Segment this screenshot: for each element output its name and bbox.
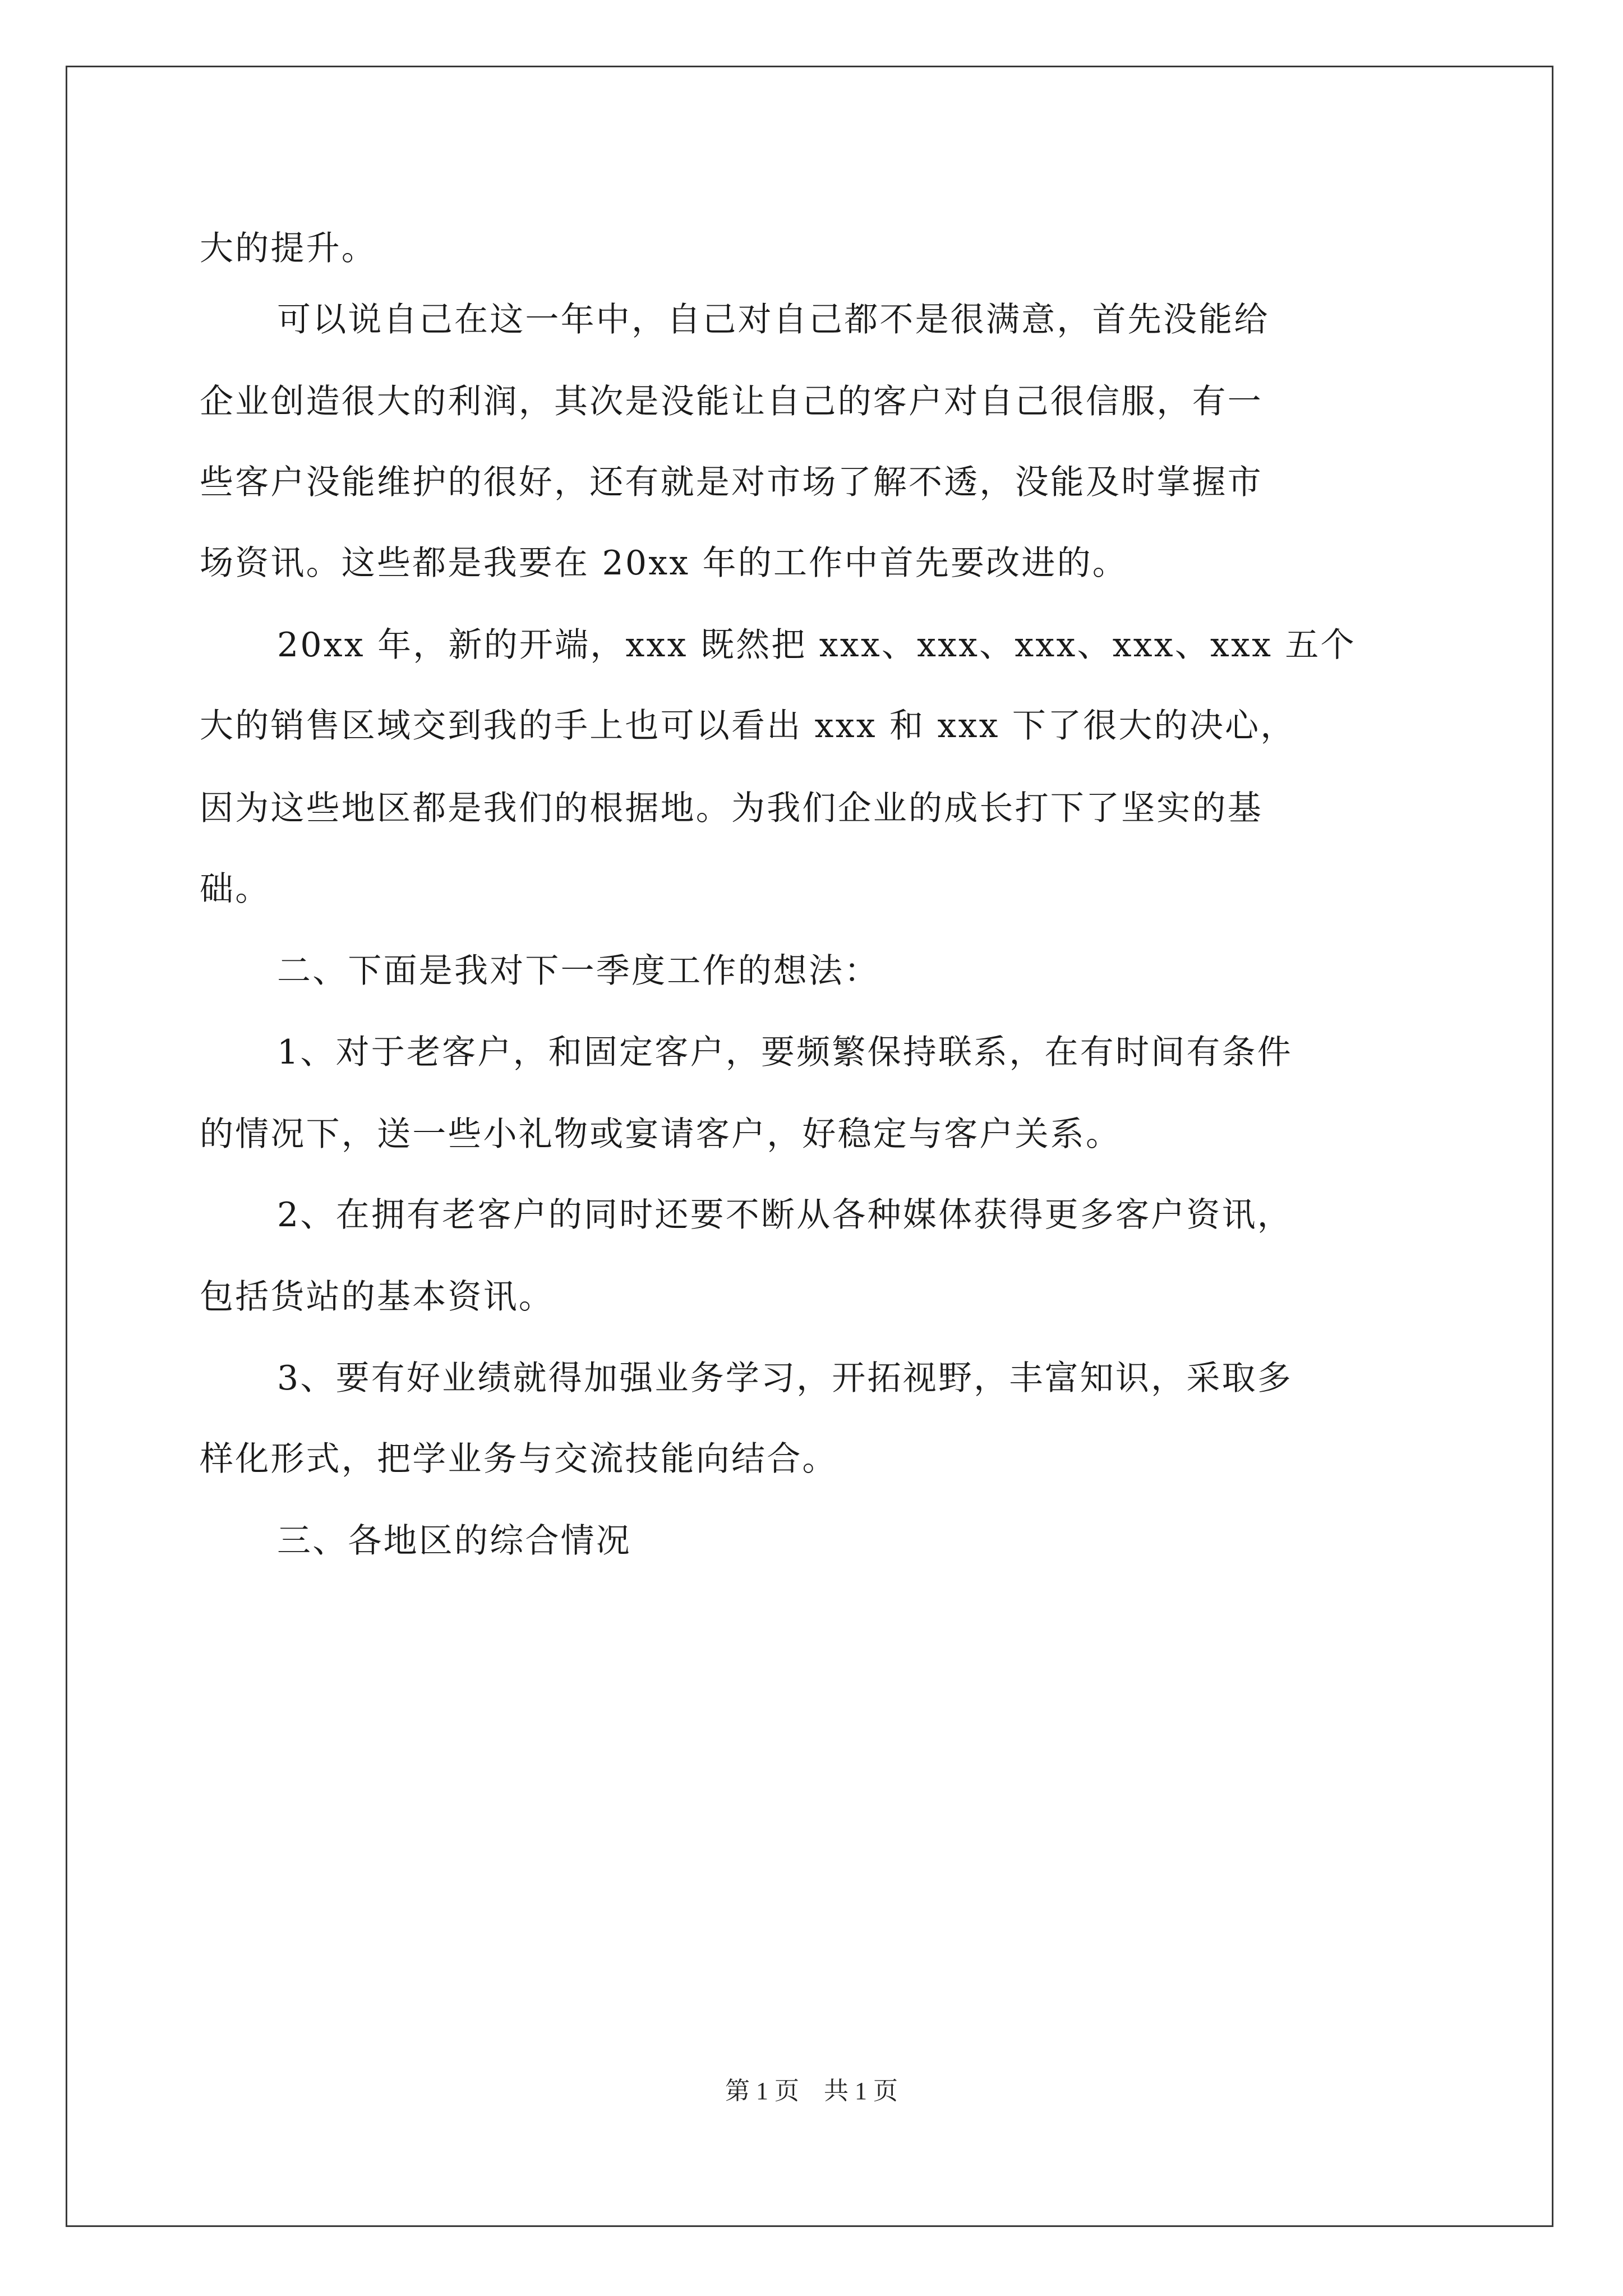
text-line: 大的销售区域交到我的手上也可以看出 xxx 和 xxx 下了很大的决心， <box>200 706 1296 746</box>
text-line: 包括货站的基本资讯。 <box>200 1277 554 1317</box>
text-line: 企业创造很大的利润，其次是没能让自己的客户对自己很信服，有一 <box>200 382 1263 421</box>
page-number-footer: 第 1 页 共 1 页 <box>725 2077 898 2105</box>
text-line: 样化形式，把学业务与交流技能向结合。 <box>200 1439 838 1479</box>
text-line: 的情况下，送一些小礼物或宴请客户，好稳定与客户关系。 <box>200 1115 1122 1154</box>
text-line: 大的提升。 <box>200 229 377 268</box>
section-heading: 二、下面是我对下一季度工作的想法： <box>277 951 880 991</box>
text-line: 些客户没能维护的很好，还有就是对市场了解不透，没能及时掌握市 <box>200 463 1263 502</box>
text-line: 因为这些地区都是我们的根据地。为我们企业的成长打下了坚实的基 <box>200 789 1263 828</box>
paragraph-first-line: 20xx 年，新的开端，xxx 既然把 xxx、xxx、xxx、xxx、xxx 五个 <box>277 625 1356 665</box>
text-line: 场资讯。这些都是我要在 20xx 年的工作中首先要改进的。 <box>200 544 1128 583</box>
text-line: 础。 <box>200 869 271 909</box>
section-heading: 三、各地区的综合情况 <box>277 1521 631 1561</box>
paragraph-first-line: 可以说自己在这一年中，自己对自己都不是很满意，首先没能给 <box>277 300 1270 339</box>
paragraph-first-line: 2、在拥有老客户的同时还要不断从各种媒体获得更多客户资讯， <box>277 1195 1293 1235</box>
paragraph-first-line: 3、要有好业绩就得加强业务学习，开拓视野，丰富知识，采取多 <box>277 1359 1293 1398</box>
paragraph-first-line: 1、对于老客户，和固定客户，要频繁保持联系，在有时间有条件 <box>277 1033 1293 1072</box>
